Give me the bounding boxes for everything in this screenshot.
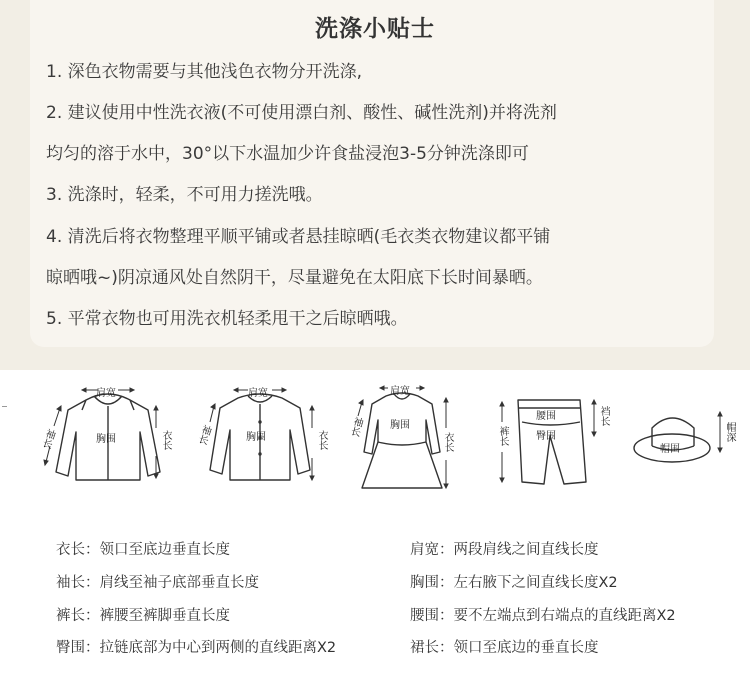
sweater-figure — [192, 372, 332, 497]
tip-line: 4. 清洗后将衣物整理平顺平铺或者悬挂晾晒(毛衣类衣物建议都平铺 — [46, 227, 551, 247]
rise-label: 裆长 — [598, 406, 609, 426]
tips-card — [30, 0, 714, 347]
tip-line: 2. 建议使用中性洗衣液(不可使用漂白剂、酸性、碱性洗剂)并将洗剂 — [46, 103, 557, 123]
page-title: 洗涤小贴士 — [315, 16, 435, 42]
shoulder-label: 肩宽 — [96, 388, 116, 399]
sleeve-label: 袖长 — [39, 426, 56, 450]
sleeve-label: 袖长 — [347, 415, 364, 438]
circumference-label: 帽围 — [660, 444, 680, 455]
dress-figure — [346, 372, 466, 497]
chest-label: 胸围 — [390, 420, 410, 431]
jacket-figure — [38, 372, 178, 497]
definition-item: 袖长：肩线至袖子底部垂直长度 — [56, 575, 259, 591]
hat-figure — [632, 372, 744, 497]
length-label: 裤长 — [497, 426, 508, 446]
definition-item: 衣长：领口至底边垂直长度 — [56, 542, 230, 558]
waist-label: 腰围 — [536, 411, 556, 422]
shoulder-label: 肩宽 — [390, 386, 410, 397]
definition-item: 裙长：领口至底边的垂直长度 — [410, 640, 599, 656]
tip-line: 5. 平常衣物也可用洗衣机轻柔甩干之后晾晒哦。 — [46, 309, 408, 329]
tip-line: 均匀的溶于水中，30°以下水温加少许食盐浸泡3-5分钟洗涤即可 — [46, 144, 529, 164]
tip-line: 1. 深色衣物需要与其他浅色衣物分开洗涤, — [46, 62, 363, 82]
length-label: 衣长 — [316, 430, 327, 450]
tip-line: 3. 洗涤时，轻柔，不可用力搓洗哦。 — [46, 185, 323, 205]
chest-label: 胸围 — [96, 434, 116, 445]
depth-label: 帽深 — [724, 422, 735, 442]
pants-figure — [494, 372, 614, 497]
shoulder-label: 肩宽 — [248, 388, 268, 399]
hip-label: 臀围 — [536, 431, 556, 442]
chest-label: 胸围 — [246, 432, 266, 443]
definition-item: 裤长：裤腰至裤脚垂直长度 — [56, 608, 230, 624]
length-label: 衣长 — [442, 432, 453, 452]
sleeve-label: 袖长 — [195, 422, 212, 446]
measurement-figures — [0, 372, 750, 497]
definition-item: 胸围：左右腋下之间直线长度X2 — [410, 575, 618, 591]
definition-item: 肩宽：两段肩线之间直线长度 — [410, 542, 599, 558]
length-label: 衣长 — [160, 430, 171, 450]
definition-item: 腰围：要不左端点到右端点的直线距离X2 — [410, 608, 676, 624]
tip-line: 晾晒哦~)阴凉通风处自然阴干，尽量避免在太阳底下长时间暴晒。 — [46, 268, 543, 288]
definition-item: 臀围：拉链底部为中心到两侧的直线距离X2 — [56, 640, 337, 656]
